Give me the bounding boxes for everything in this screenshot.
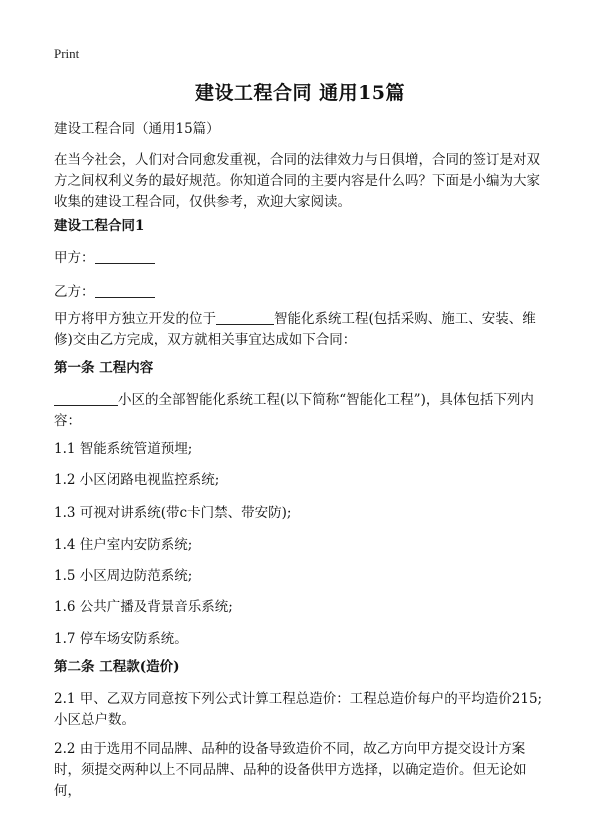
- section1-heading: 建设工程合同1: [54, 218, 145, 234]
- article1-text-content: 小区的全部智能化系统工程(以下简称“智能化工程”)，具体包括下列内容：: [54, 392, 534, 429]
- list-item: 1.3 可视对讲系统(带c卡门禁、带安防);: [54, 505, 292, 521]
- party-a-blank: [95, 249, 155, 264]
- document-title: 建设工程合同 通用15篇: [194, 82, 406, 104]
- clause-2-1: 2.1 甲、乙双方同意按下列公式计算工程总造价：工程总造价每户的平均造价215;小区总户数。: [54, 691, 543, 728]
- clause-intro-a: 甲方将甲方独立开发的位于: [54, 311, 216, 327]
- print-link[interactable]: Print: [54, 46, 80, 61]
- article1-text: [54, 390, 546, 432]
- document-subtitle: 建设工程合同（通用15篇）: [54, 121, 220, 137]
- list-item: 1.4 住户室内安防系统;: [54, 537, 193, 553]
- location-blank: [216, 310, 274, 325]
- list-item: 1.5 小区周边防范系统;: [54, 568, 193, 584]
- clause-2-2: 2.2 由于选用不同品牌、品种的设备导致造价不同，故乙方向甲方提交设计方案时，须提交两种以上不同品牌、品种的设备供甲方选择，以确定造价。但无论如何，: [54, 741, 527, 799]
- article2-heading: 第二条 工程款(造价): [54, 659, 180, 675]
- list-item: 1.1 智能系统管道预埋;: [54, 441, 193, 457]
- party-b-blank: [95, 283, 155, 298]
- list-item: 1.7 停车场安防系统。: [54, 631, 188, 647]
- list-item: 1.2 小区闭路电视监控系统;: [54, 472, 220, 488]
- clause-intro-b: 智能化系统工程(包括采购、施工、安装、维修)交由乙方完成，双方就相关事宜达成如下合同：: [54, 311, 536, 348]
- community-blank: [54, 391, 118, 406]
- clause-intro: [54, 309, 546, 351]
- party-b-label: 乙方：: [54, 284, 95, 300]
- party-b-line: [54, 282, 546, 303]
- list-item: 1.6 公共广播及背景音乐系统;: [54, 599, 233, 615]
- intro-paragraph: 在当今社会，人们对合同愈发重视，合同的法律效力与日俱增，合同的签订是对双方之间权利义务的最好规范。你知道合同的主要内容是什么吗？下面是小编为大家收集的建设工程合同，仅供参考，欢迎大家阅读。: [54, 152, 540, 210]
- article1-heading: 第一条 工程内容: [54, 360, 154, 376]
- party-a-label: 甲方：: [54, 250, 95, 266]
- party-a-line: [54, 248, 546, 269]
